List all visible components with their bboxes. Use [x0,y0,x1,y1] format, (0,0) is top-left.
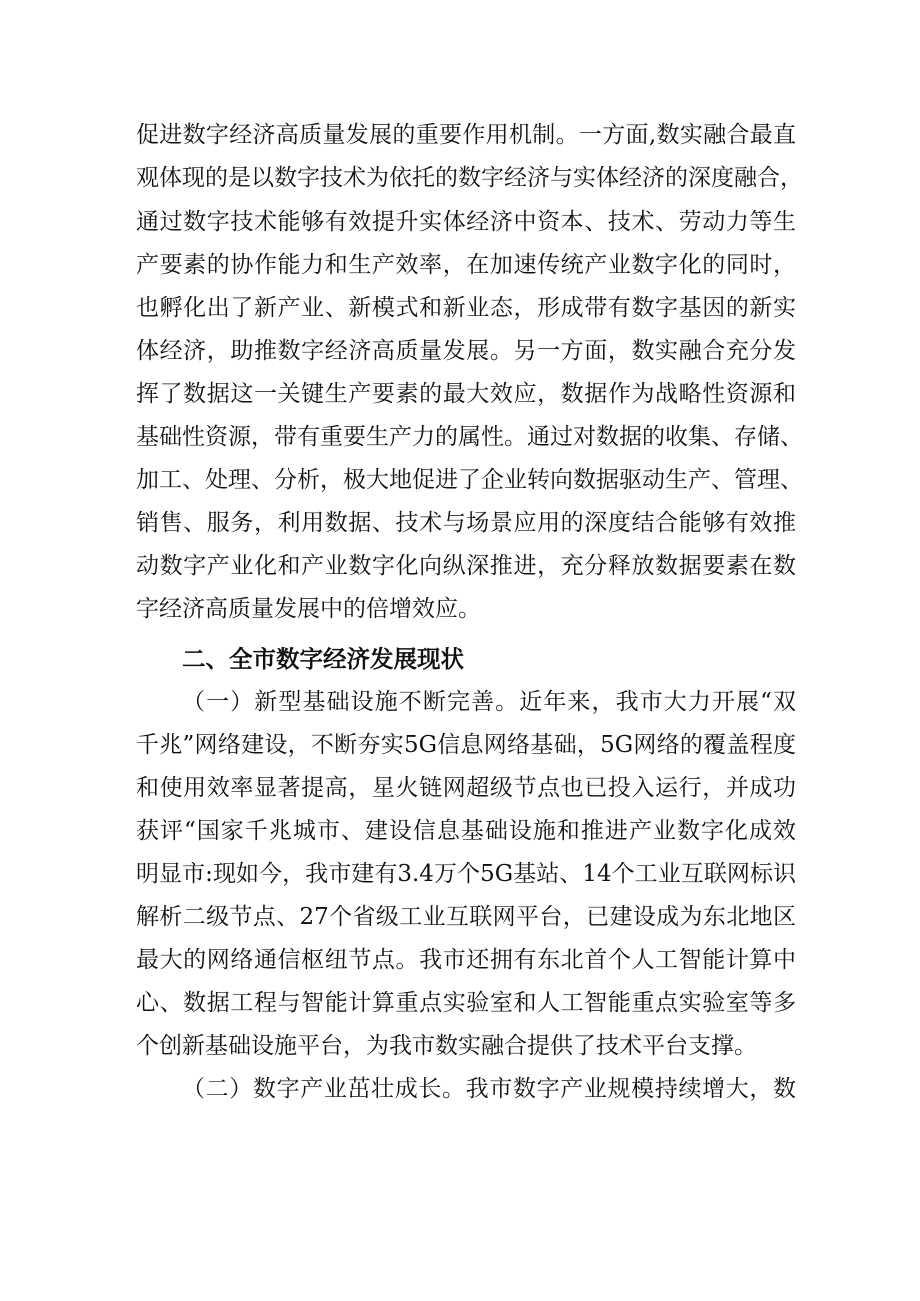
section-heading: 二、全市数字经济发展现状 [182,645,464,673]
text-line: 挥了数据这一关键生产要素的最大效应，数据作为战略性资源和 [136,381,796,407]
text-line: 体经济，助推数字经济高质量发展。另一方面，数实融合充分发 [136,338,796,364]
text-line: 促进数字经济高质量发展的重要作用机制。一方面,数实融合最直 [136,122,796,148]
text-line: 字经济高质量发展中的倍增效应。 [136,596,481,622]
text-line: 通过数字技术能够有效提升实体经济中资本、技术、劳动力等生 [136,209,796,235]
text-line: 心、数据工程与智能计算重点实验室和人工智能重点实验室等多 [136,990,796,1016]
text-line: 获评“国家千兆城市、建设信息基础设施和推进产业数字化成效 [136,818,796,844]
text-line: 也孵化出了新产业、新模式和新业态，形成带有数字基因的新实 [136,295,796,321]
text-line: 动数字产业化和产业数字化向纵深推进，充分释放数据要素在数 [136,553,796,579]
text-line: 千兆”网络建设，不断夯实5G信息网络基础，5G网络的覆盖程度 [136,732,796,758]
text-line: 最大的网络通信枢纽节点。我市还拥有东北首个人工智能计算中 [136,947,796,973]
text-line: 个创新基础设施平台，为我市数实融合提供了技术平台支撑。 [136,1033,757,1059]
text-line: 加工、处理、分析，极大地促进了企业转向数据驱动生产、管理、 [136,467,803,493]
text-line: 和使用效率显著提高，星火链网超级节点也已投入运行，并成功 [136,775,796,801]
text-line: 观体现的是以数字技术为依托的数字经济与实体经济的深度融合， [136,165,803,191]
text-line: 基础性资源，带有重要生产力的属性。通过对数据的收集、存储、 [136,424,803,450]
text-line: （一）新型基础设施不断完善。近年来，我市大力开展“双 [182,689,796,715]
text-line: 明显市:现如今，我市建有3.4万个5G基站、14个工业互联网标识 [136,861,796,887]
text-line: 产要素的协作能力和生产效率，在加速传统产业数字化的同时， [136,252,796,278]
text-line: （二）数字产业茁壮成长。我市数字产业规模持续增大，数 [182,1076,796,1102]
text-line: 销售、服务，利用数据、技术与场景应用的深度结合能够有效推 [136,510,796,536]
text-line: 解析二级节点、27个省级工业互联网平台，已建设成为东北地区 [136,904,796,930]
